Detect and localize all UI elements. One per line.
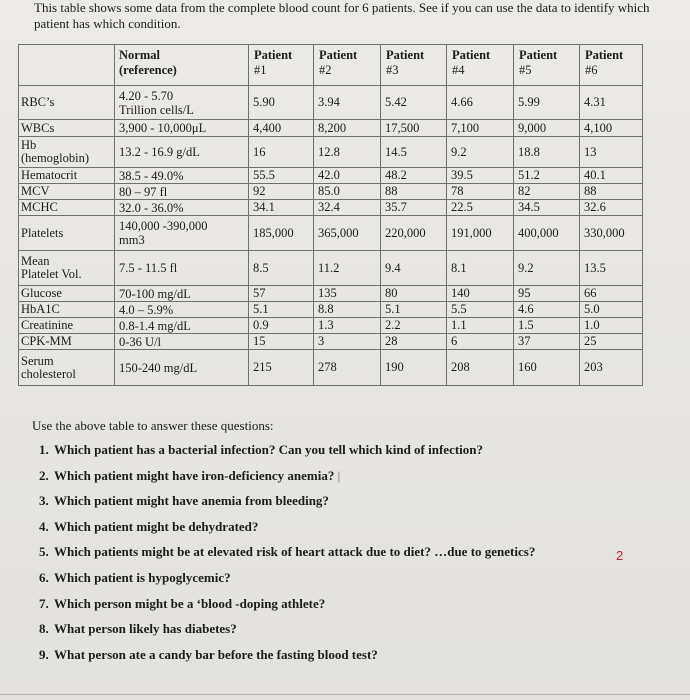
cell-patient-2: 3.94 <box>314 86 381 120</box>
cell-patient-5: 9.2 <box>514 251 580 286</box>
row-reference: 3,900 - 10,000μL <box>115 120 249 137</box>
cell-patient-2: 11.2 <box>314 251 381 286</box>
questions-intro: Use the above table to answer these questions: <box>32 418 274 433</box>
row-label: Hb (hemoglobin) <box>19 137 115 168</box>
question-1: 1. Which patient has a bacterial infection? Can you tell which kind of infection? <box>52 442 672 457</box>
question-7: 7. Which person might be a ‘blood -doping athlete? <box>52 596 672 611</box>
row-reference: 140,000 -390,000 mm3 <box>115 216 249 251</box>
question-4: 4. Which patient might be dehydrated? <box>52 519 672 534</box>
cell-patient-3: 14.5 <box>381 137 447 168</box>
questions-section <box>32 418 672 672</box>
table-row-rbc <box>19 86 643 120</box>
cell-patient-5: 95 <box>514 286 580 302</box>
cell-patient-3: 48.2 <box>381 168 447 184</box>
question-3: 3. Which patient might have anemia from bleeding? <box>52 493 672 508</box>
cell-patient-4: 4.66 <box>447 86 514 120</box>
cell-patient-5: 51.2 <box>514 168 580 184</box>
cell-patient-4: 22.5 <box>447 200 514 216</box>
cell-patient-6: 5.0 <box>580 302 643 318</box>
question-8: 8. What person likely has diabetes? <box>52 621 672 636</box>
header-patient-6: Patient #6 <box>580 45 643 86</box>
row-label: Creatinine <box>19 318 115 334</box>
cell-patient-5: 82 <box>514 184 580 200</box>
header-normal-line1: Normal <box>119 48 160 62</box>
cell-patient-3: 35.7 <box>381 200 447 216</box>
cell-patient-1: 15 <box>249 334 314 350</box>
cell-patient-2: 85.0 <box>314 184 381 200</box>
row-reference: 7.5 - 11.5 fl <box>115 251 249 286</box>
row-label: Hematocrit <box>19 168 115 184</box>
questions-list <box>32 442 672 662</box>
cell-patient-3: 5.42 <box>381 86 447 120</box>
question-9: 9. What person ate a candy bar before the fasting blood test? <box>52 647 672 662</box>
table-header-row <box>19 45 643 86</box>
cell-patient-1: 92 <box>249 184 314 200</box>
cell-patient-6: 66 <box>580 286 643 302</box>
row-reference: 4.0 – 5.9% <box>115 302 249 318</box>
cell-patient-4: 191,000 <box>447 216 514 251</box>
row-label: Glucose <box>19 286 115 302</box>
cell-patient-1: 0.9 <box>249 318 314 334</box>
cell-patient-2: 365,000 <box>314 216 381 251</box>
cell-patient-3: 220,000 <box>381 216 447 251</box>
question-5: 5. Which patients might be at elevated risk of heart attack due to diet? …due to genetics? <box>52 544 672 559</box>
header-empty-cell <box>19 45 115 86</box>
cbc-table <box>18 44 643 386</box>
cell-patient-2: 3 <box>314 334 381 350</box>
red-annotation: 2 <box>616 548 624 563</box>
cell-patient-4: 8.1 <box>447 251 514 286</box>
row-label: Serum cholesterol <box>19 350 115 386</box>
cell-patient-4: 9.2 <box>447 137 514 168</box>
header-patient-2: Patient #2 <box>314 45 381 86</box>
row-reference: 4.20 - 5.70 Trillion cells/L <box>115 86 249 120</box>
cell-patient-1: 185,000 <box>249 216 314 251</box>
cell-patient-1: 34.1 <box>249 200 314 216</box>
row-reference: 150-240 mg/dL <box>115 350 249 386</box>
table-row-cpk-mm <box>19 334 643 350</box>
row-reference: 32.0 - 36.0% <box>115 200 249 216</box>
cell-patient-6: 13 <box>580 137 643 168</box>
row-label: MCV <box>19 184 115 200</box>
header-patient-5: Patient #5 <box>514 45 580 86</box>
question-6: 6. Which patient is hypoglycemic? <box>52 570 672 585</box>
cell-patient-2: 8,200 <box>314 120 381 137</box>
cell-patient-2: 12.8 <box>314 137 381 168</box>
cell-patient-4: 5.5 <box>447 302 514 318</box>
cell-patient-3: 190 <box>381 350 447 386</box>
cell-patient-6: 40.1 <box>580 168 643 184</box>
cell-patient-4: 7,100 <box>447 120 514 137</box>
text-cursor: | <box>337 467 341 483</box>
cell-patient-2: 32.4 <box>314 200 381 216</box>
cell-patient-6: 1.0 <box>580 318 643 334</box>
row-reference: 0-36 U/l <box>115 334 249 350</box>
header-normal-line2: (reference) <box>119 63 177 77</box>
row-reference: 0.8-1.4 mg/dL <box>115 318 249 334</box>
cell-patient-5: 1.5 <box>514 318 580 334</box>
cell-patient-1: 16 <box>249 137 314 168</box>
cell-patient-4: 1.1 <box>447 318 514 334</box>
cell-patient-5: 400,000 <box>514 216 580 251</box>
cell-patient-1: 57 <box>249 286 314 302</box>
cell-patient-1: 4,400 <box>249 120 314 137</box>
cell-patient-5: 18.8 <box>514 137 580 168</box>
table-row-hba1c <box>19 302 643 318</box>
header-normal-reference <box>115 45 249 86</box>
row-reference: 13.2 - 16.9 g/dL <box>115 137 249 168</box>
row-label: HbA1C <box>19 302 115 318</box>
cell-patient-6: 203 <box>580 350 643 386</box>
cell-patient-1: 55.5 <box>249 168 314 184</box>
cell-patient-1: 5.90 <box>249 86 314 120</box>
table-row-wbc <box>19 120 643 137</box>
cell-patient-1: 5.1 <box>249 302 314 318</box>
cell-patient-2: 278 <box>314 350 381 386</box>
cell-patient-6: 4,100 <box>580 120 643 137</box>
cell-patient-6: 32.6 <box>580 200 643 216</box>
cell-patient-6: 330,000 <box>580 216 643 251</box>
table-row-hemoglobin <box>19 137 643 168</box>
cell-patient-2: 42.0 <box>314 168 381 184</box>
cell-patient-3: 9.4 <box>381 251 447 286</box>
cell-patient-5: 160 <box>514 350 580 386</box>
row-label: Platelets <box>19 216 115 251</box>
row-label: Mean Platelet Vol. <box>19 251 115 286</box>
cell-patient-4: 78 <box>447 184 514 200</box>
cell-patient-4: 208 <box>447 350 514 386</box>
cell-patient-3: 80 <box>381 286 447 302</box>
cell-patient-6: 88 <box>580 184 643 200</box>
row-label: RBC’s <box>19 86 115 120</box>
header-patient-3: Patient #3 <box>381 45 447 86</box>
cell-patient-3: 88 <box>381 184 447 200</box>
cell-patient-6: 4.31 <box>580 86 643 120</box>
table-row-serum-cholesterol <box>19 350 643 386</box>
page-bottom-rule <box>0 694 690 695</box>
table-row-platelets <box>19 216 643 251</box>
cell-patient-4: 140 <box>447 286 514 302</box>
cell-patient-5: 5.99 <box>514 86 580 120</box>
cell-patient-5: 37 <box>514 334 580 350</box>
table-row-creatinine <box>19 318 643 334</box>
cell-patient-6: 25 <box>580 334 643 350</box>
table-row-mean-platelet-vol <box>19 251 643 286</box>
cell-patient-4: 39.5 <box>447 168 514 184</box>
cell-patient-3: 2.2 <box>381 318 447 334</box>
cell-patient-3: 17,500 <box>381 120 447 137</box>
cell-patient-5: 4.6 <box>514 302 580 318</box>
table-row-mcv <box>19 184 643 200</box>
cell-patient-1: 8.5 <box>249 251 314 286</box>
row-label: MCHC <box>19 200 115 216</box>
header-patient-4: Patient #4 <box>447 45 514 86</box>
question-2: 2. Which patient might have iron-deficiency anemia? | <box>52 468 672 483</box>
cell-patient-3: 5.1 <box>381 302 447 318</box>
table-row-glucose <box>19 286 643 302</box>
header-patient-1: Patient #1 <box>249 45 314 86</box>
row-reference: 38.5 - 49.0% <box>115 168 249 184</box>
cell-patient-5: 34.5 <box>514 200 580 216</box>
cell-patient-5: 9,000 <box>514 120 580 137</box>
row-reference: 70-100 mg/dL <box>115 286 249 302</box>
intro-text: This table shows some data from the complete blood count for 6 patients. See if you can use the data to identify which patient has which condition. <box>34 0 650 31</box>
cell-patient-6: 13.5 <box>580 251 643 286</box>
row-reference: 80 – 97 fl <box>115 184 249 200</box>
cell-patient-4: 6 <box>447 334 514 350</box>
cell-patient-3: 28 <box>381 334 447 350</box>
cell-patient-2: 1.3 <box>314 318 381 334</box>
cell-patient-1: 215 <box>249 350 314 386</box>
row-label: WBCs <box>19 120 115 137</box>
row-label: CPK-MM <box>19 334 115 350</box>
table-row-mchc <box>19 200 643 216</box>
cell-patient-2: 135 <box>314 286 381 302</box>
cell-patient-2: 8.8 <box>314 302 381 318</box>
table-row-hematocrit <box>19 168 643 184</box>
